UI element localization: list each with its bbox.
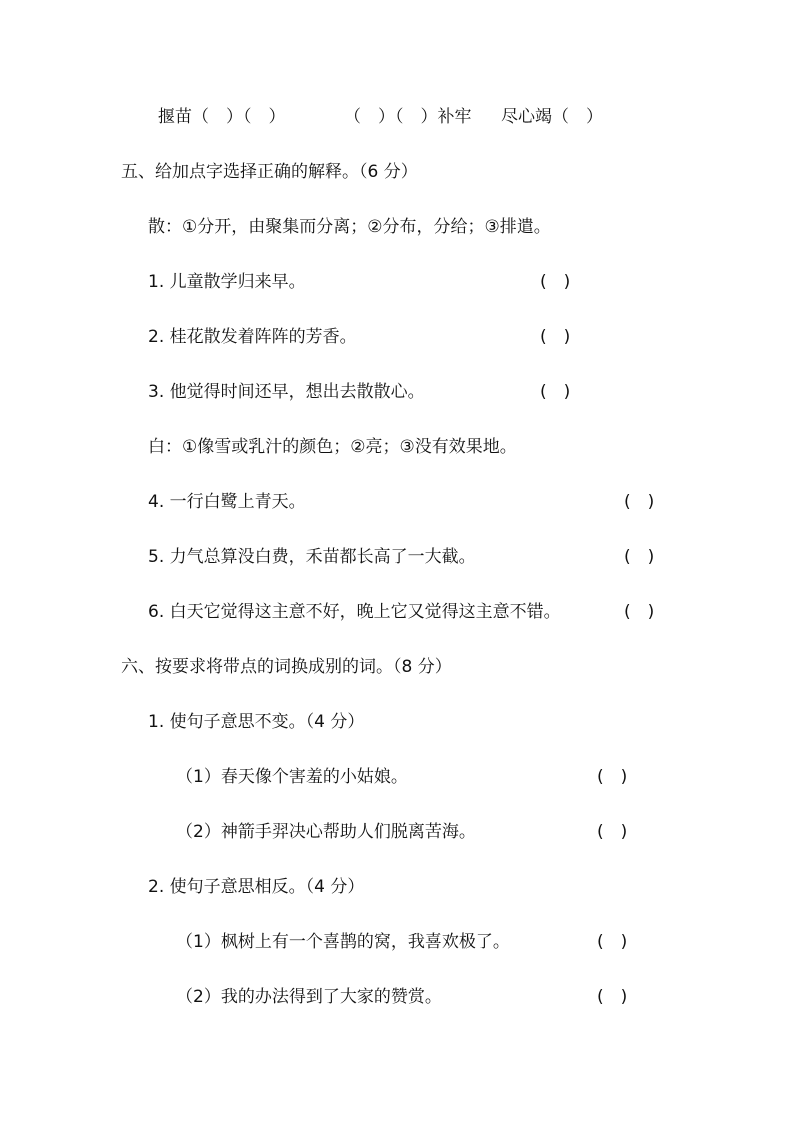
part2-item-1: （1）枫树上有一个喜鹊的窝，我喜欢极了。 — [176, 932, 510, 952]
section6-title: 六、按要求将带点的词换成别的词。（8 分） — [121, 657, 452, 677]
answer-blank-6[interactable]: ( ) — [624, 602, 655, 622]
answer-blank-3[interactable]: ( ) — [540, 382, 571, 402]
question-item-3: 3. 他觉得时间还早，想出去散散心。 — [148, 382, 425, 402]
answer-blank-2[interactable]: ( ) — [540, 327, 571, 347]
definition-bai: 白：①像雪或乳汁的颜色；②亮；③没有效果地。 — [148, 437, 517, 457]
answer-blank-4[interactable]: ( ) — [624, 492, 655, 512]
idiom-1: 揠苗（ ）（ ） — [158, 107, 286, 127]
part1-title: 1. 使句子意思不变。（4 分） — [148, 712, 365, 732]
part2-title: 2. 使句子意思相反。（4 分） — [148, 877, 365, 897]
question-item-1: 1. 儿童散学归来早。 — [148, 272, 306, 292]
answer-blank-part1-1[interactable]: ( ) — [597, 767, 628, 787]
question-item-2: 2. 桂花散发着阵阵的芳香。 — [148, 327, 357, 347]
question-item-5: 5. 力气总算没白费，禾苗都长高了一大截。 — [148, 547, 476, 567]
answer-blank-5[interactable]: ( ) — [624, 547, 655, 567]
definition-san: 散：①分开，由聚集而分离；②分布，分给；③排遣。 — [148, 217, 551, 237]
section5-title: 五、给加点字选择正确的解释。（6 分） — [121, 162, 418, 182]
answer-blank-part2-1[interactable]: ( ) — [597, 932, 628, 952]
part1-item-1: （1）春天像个害羞的小姑娘。 — [176, 767, 408, 787]
part1-item-2: （2）神箭手羿决心帮助人们脱离苦海。 — [176, 822, 476, 842]
answer-blank-1[interactable]: ( ) — [540, 272, 571, 292]
idiom-3: 尽心竭（ ） — [501, 107, 603, 127]
idiom-2: （ ）（ ）补牢 — [344, 107, 472, 127]
part2-item-2: （2）我的办法得到了大家的赞赏。 — [176, 987, 442, 1007]
answer-blank-part1-2[interactable]: ( ) — [597, 822, 628, 842]
question-item-4: 4. 一行白鹭上青天。 — [148, 492, 306, 512]
answer-blank-part2-2[interactable]: ( ) — [597, 987, 628, 1007]
question-item-6: 6. 白天它觉得这主意不好，晚上它又觉得这主意不错。 — [148, 602, 561, 622]
